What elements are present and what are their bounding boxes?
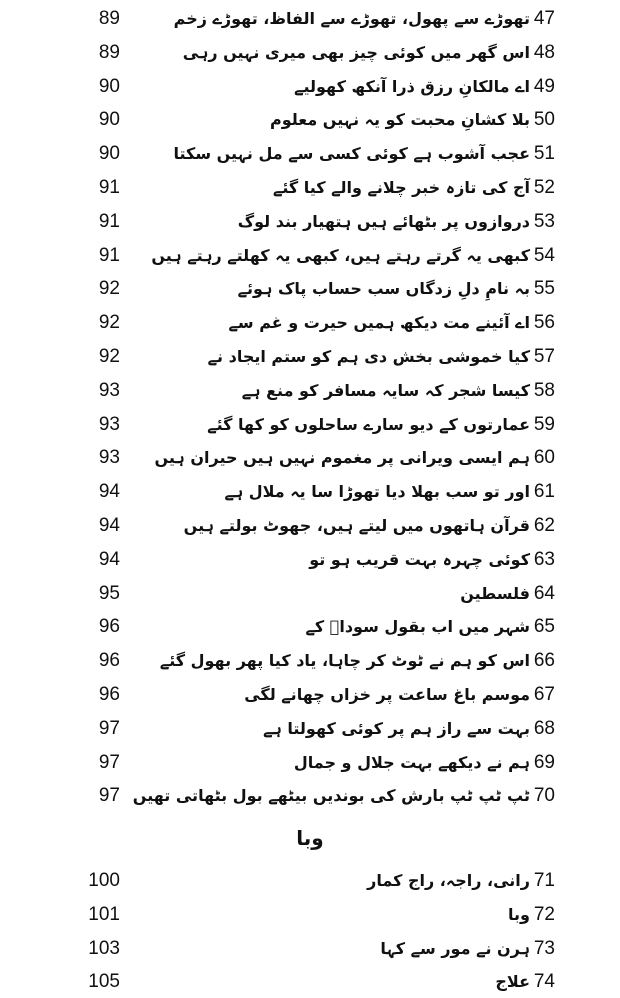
toc-entry bbox=[0, 543, 620, 576]
toc-entry bbox=[0, 779, 620, 812]
entry-page-number: 91 bbox=[98, 177, 120, 198]
toc-entry bbox=[0, 610, 620, 643]
entry-page-number: 96 bbox=[98, 684, 120, 705]
entry-number: 54 bbox=[533, 244, 555, 266]
toc-entry bbox=[0, 644, 620, 677]
toc-entry bbox=[0, 965, 620, 998]
toc-entry bbox=[0, 898, 620, 931]
toc-entry bbox=[0, 509, 620, 542]
entry-title: دروازوں پر بٹھائے ہیں ہتھیار بند لوگ bbox=[237, 211, 530, 231]
toc-entry bbox=[0, 441, 620, 474]
entry-page-number: 92 bbox=[98, 312, 120, 334]
entry-number: 65 bbox=[533, 616, 555, 638]
entry-page-number: 97 bbox=[98, 785, 120, 807]
toc-entry bbox=[0, 306, 620, 339]
entry-title: کیسا شجر کہ سایہ مسافر کو منع ہے bbox=[241, 380, 530, 400]
toc-entry bbox=[0, 577, 620, 610]
entry-title: اے مالکانِ رزق ذرا آنکھ کھولیے bbox=[294, 76, 530, 96]
entry-number: 64 bbox=[533, 582, 555, 604]
entry-number: 47 bbox=[533, 8, 555, 29]
entry-title: شہر میں اب بقول سوداؔ کے bbox=[305, 617, 530, 637]
entry-number: 63 bbox=[533, 548, 555, 570]
entry-number: 48 bbox=[533, 41, 555, 63]
toc-entry bbox=[0, 70, 620, 103]
entry-page-number: 94 bbox=[98, 548, 120, 570]
toc-entry bbox=[0, 239, 620, 272]
entry-title: عجب آشوب ہے کوئی کسی سے مل نہیں سکتا bbox=[173, 144, 530, 164]
section-heading: وبا bbox=[296, 826, 324, 850]
entry-page-number: 94 bbox=[98, 515, 120, 536]
entry-title: عمارتوں کے دیو سارے ساحلوں کو کھا گئے bbox=[207, 414, 530, 434]
entry-page-number: 103 bbox=[88, 937, 120, 959]
entry-number: 70 bbox=[533, 785, 555, 807]
entry-title: رانی، راجہ، راج کمار bbox=[367, 871, 530, 890]
entry-page-number: 95 bbox=[98, 582, 120, 604]
entry-title: اے آئینے مت دیکھ ہمیں حیرت و غم سے bbox=[228, 313, 530, 333]
entry-number: 67 bbox=[533, 684, 555, 705]
entry-title: کیا خموشی بخش دی ہم کو ستم ایجاد نے bbox=[207, 347, 530, 366]
entry-page-number: 105 bbox=[88, 971, 120, 993]
entry-title: تھوڑے سے پھول، تھوڑے سے الفاظ، تھوڑے زخم bbox=[173, 9, 530, 28]
toc-entry bbox=[0, 374, 620, 407]
entry-title: بہت سے راز ہم پر کوئی کھولتا ہے bbox=[263, 718, 530, 738]
entry-number: 68 bbox=[533, 717, 555, 739]
entry-page-number: 92 bbox=[98, 278, 120, 300]
toc-entry bbox=[0, 137, 620, 170]
entry-title: ہم نے دیکھے بہت جلال و جمال bbox=[293, 752, 530, 772]
entry-number: 74 bbox=[533, 971, 555, 993]
entry-page-number: 90 bbox=[98, 143, 120, 165]
entry-number: 58 bbox=[533, 379, 555, 401]
toc-entry bbox=[0, 2, 620, 35]
entry-title: ہم ایسی ویرانی پر مغموم نہیں ہیں حیران ہیں bbox=[154, 448, 530, 468]
toc-entry bbox=[0, 932, 620, 965]
entry-page-number: 96 bbox=[98, 650, 120, 672]
entry-number: 60 bbox=[533, 447, 555, 469]
entry-page-number: 96 bbox=[98, 616, 120, 638]
entry-page-number: 97 bbox=[98, 751, 120, 773]
entry-page-number: 93 bbox=[98, 447, 120, 469]
entry-page-number: 91 bbox=[98, 210, 120, 232]
entry-number: 71 bbox=[533, 870, 555, 891]
toc-entry bbox=[0, 36, 620, 69]
entry-number: 62 bbox=[533, 515, 555, 536]
entry-title: کوئی چہرہ بہت قریب ہو تو bbox=[309, 549, 530, 569]
toc-entry bbox=[0, 340, 620, 373]
toc-entry bbox=[0, 864, 620, 897]
entry-number: 66 bbox=[533, 650, 555, 672]
entry-title: موسم باغ ساعت پر خزاں چھانے لگی bbox=[244, 685, 530, 704]
entry-page-number: 101 bbox=[88, 903, 120, 925]
entry-title: علاج bbox=[495, 972, 530, 992]
entry-page-number: 90 bbox=[98, 75, 120, 97]
entry-title: فلسطین bbox=[460, 583, 530, 603]
toc-entry bbox=[0, 408, 620, 441]
entry-number: 51 bbox=[533, 143, 555, 165]
entry-title: بلا کشانِ محبت کو یہ نہیں معلوم bbox=[270, 110, 530, 130]
entry-page-number: 100 bbox=[88, 870, 120, 891]
entry-page-number: 94 bbox=[98, 481, 120, 503]
toc-entry bbox=[0, 475, 620, 508]
entry-page-number: 89 bbox=[98, 8, 120, 29]
toc-entry bbox=[0, 272, 620, 305]
entry-title: وبا bbox=[508, 904, 530, 924]
entry-number: 57 bbox=[533, 346, 555, 367]
entry-title: اور تو سب بھلا دیا تھوڑا سا یہ ملال ہے bbox=[224, 482, 530, 502]
entry-title: بہ نامِ دلِ زدگاں سب حساب پاک ہوئے bbox=[237, 279, 530, 299]
toc-entry bbox=[0, 746, 620, 779]
entry-number: 73 bbox=[533, 937, 555, 959]
entry-number: 49 bbox=[533, 75, 555, 97]
toc-entry bbox=[0, 712, 620, 745]
entry-title: ہرن نے مور سے کہا bbox=[380, 938, 530, 958]
entry-page-number: 90 bbox=[98, 109, 120, 131]
entry-page-number: 97 bbox=[98, 717, 120, 739]
entry-number: 56 bbox=[533, 312, 555, 334]
entry-title: اس گھر میں کوئی چیز بھی میری نہیں رہی bbox=[182, 42, 530, 62]
entry-number: 69 bbox=[533, 751, 555, 773]
entry-title: اس کو ہم نے ٹوٹ کر چاہا، یاد کیا پھر بھول گئے bbox=[159, 651, 530, 671]
entry-number: 55 bbox=[533, 278, 555, 300]
toc-entry bbox=[0, 103, 620, 136]
entry-title: قرآن ہاتھوں میں لیتے ہیں، جھوٹ بولتے ہیں bbox=[183, 516, 530, 535]
entry-number: 72 bbox=[533, 903, 555, 925]
entry-page-number: 91 bbox=[98, 244, 120, 266]
toc-entry bbox=[0, 678, 620, 711]
entry-number: 61 bbox=[533, 481, 555, 503]
entry-title: آج کی تازہ خبر چلانے والے کیا گئے bbox=[272, 178, 530, 197]
entry-number: 50 bbox=[533, 109, 555, 131]
entry-number: 59 bbox=[533, 413, 555, 435]
entry-page-number: 92 bbox=[98, 346, 120, 367]
entry-number: 53 bbox=[533, 210, 555, 232]
toc-entry bbox=[0, 171, 620, 204]
entry-title: کبھی یہ گرتے رہتے ہیں، کبھی یہ کھلتے رہتے ہیں bbox=[151, 245, 530, 265]
entry-title: ٹپ ٹپ ٹپ بارش کی بوندیں بیٹھے بول بٹھاتی تھیں bbox=[132, 786, 530, 806]
entry-page-number: 93 bbox=[98, 413, 120, 435]
entry-page-number: 93 bbox=[98, 379, 120, 401]
entry-number: 52 bbox=[533, 177, 555, 198]
entry-page-number: 89 bbox=[98, 41, 120, 63]
toc-entry bbox=[0, 205, 620, 238]
